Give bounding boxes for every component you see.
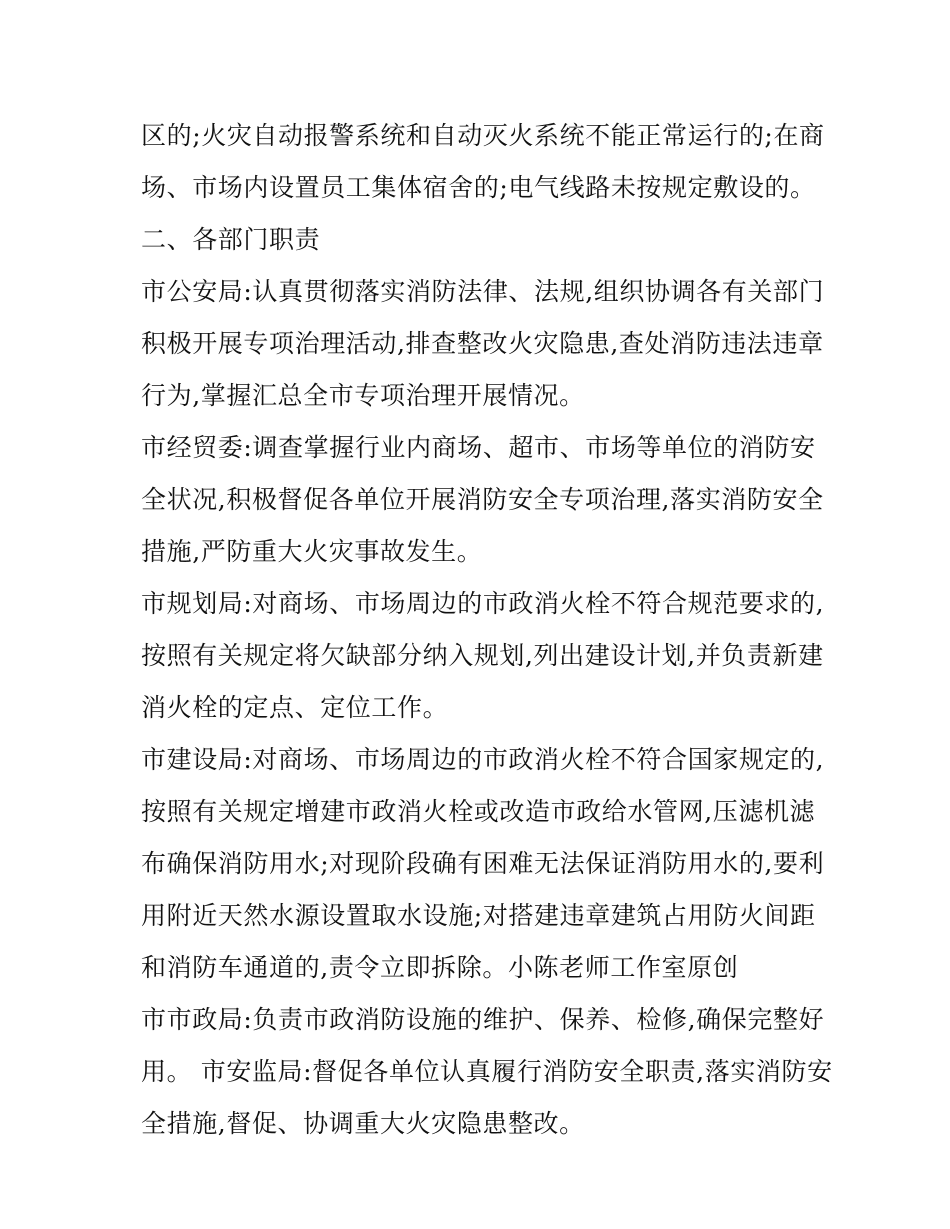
text-line: 市市政局:负责市政消防设施的维护、保养、检修,确保完整好 — [141, 1005, 825, 1034]
text-line: 行为,掌握汇总全市专项治理开展情况。 — [141, 381, 585, 410]
text-line: 全状况,积极督促各单位开展消防安全专项治理,落实消防安全 — [141, 485, 824, 514]
text-line: 区的;火灾自动报警系统和自动灭火系统不能正常运行的;在商 — [141, 121, 825, 150]
text-line: 用附近天然水源设置取水设施;对搭建违章建筑占用防火间距 — [141, 901, 816, 930]
text-line: 和消防车通道的,责令立即拆除。小陈老师工作室原创 — [141, 953, 739, 982]
text-line: 场、市场内设置员工集体宿舍的;电气线路未按规定敷设的。 — [141, 173, 816, 202]
text-line: 消火栓的定点、定位工作。 — [141, 693, 449, 722]
text-line: 按照有关规定增建市政消火栓或改造市政给水管网,压滤机滤 — [141, 797, 816, 826]
text-line: 全措施,督促、协调重大火灾隐患整改。 — [141, 1109, 585, 1138]
text-line: 市建设局:对商场、市场周边的市政消火栓不符合国家规定的, — [141, 745, 825, 774]
text-line: 市规划局:对商场、市场周边的市政消火栓不符合规范要求的, — [141, 589, 825, 618]
text-line: 布确保消防用水;对现阶段确有困难无法保证消防用水的,要利 — [141, 849, 825, 878]
section-heading: 二、各部门职责 — [141, 225, 321, 254]
text-line: 市公安局:认真贯彻落实消防法律、法规,组织协调各有关部门 — [141, 277, 825, 306]
text-line: 积极开展专项治理活动,排查整改火灾隐患,查处消防违法违章 — [141, 329, 824, 358]
text-line: 用。 市安监局:督促各单位认真履行消防安全职责,落实消防安 — [141, 1057, 833, 1086]
text-line: 措施,严防重大火灾事故发生。 — [141, 537, 483, 566]
document-body — [141, 110, 833, 1150]
text-line: 按照有关规定将欠缺部分纳入规划,列出建设计划,并负责新建 — [141, 641, 824, 670]
text-line: 市经贸委:调查掌握行业内商场、超市、市场等单位的消防安 — [141, 433, 816, 462]
